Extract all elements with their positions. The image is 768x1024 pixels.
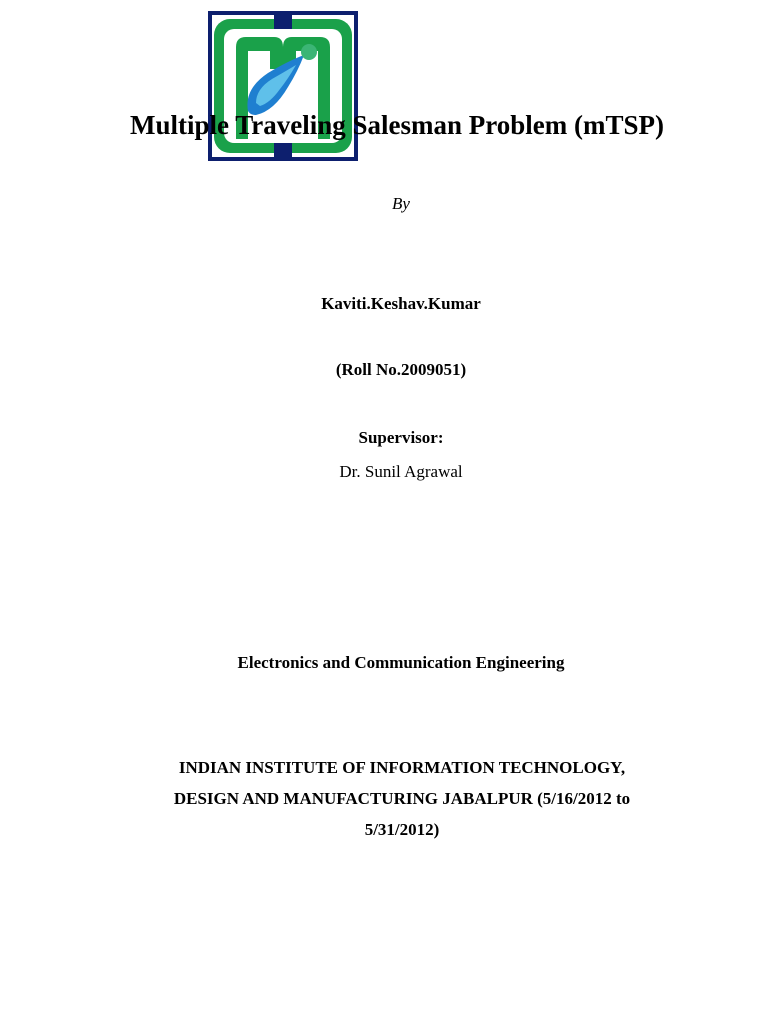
institute-line-2: DESIGN AND MANUFACTURING JABALPUR (5/16/2012 to	[173, 789, 631, 808]
institute-block	[104, 752, 700, 845]
department-name: Electronics and Communication Engineering	[237, 653, 565, 672]
author-name: Kaviti.Keshav.Kumar	[321, 294, 481, 313]
by-label: By	[392, 194, 410, 213]
document-title: Multiple Traveling Salesman Problem (mTSP)	[130, 110, 664, 140]
supervisor-name: Dr. Sunil Agrawal	[339, 462, 463, 481]
roll-number: (Roll No.2009051)	[335, 360, 467, 379]
institute-line-1: INDIAN INSTITUTE OF INFORMATION TECHNOLOGY,	[178, 758, 626, 777]
supervisor-label: Supervisor:	[358, 428, 444, 447]
institute-line-3: 5/31/2012)	[364, 820, 440, 839]
